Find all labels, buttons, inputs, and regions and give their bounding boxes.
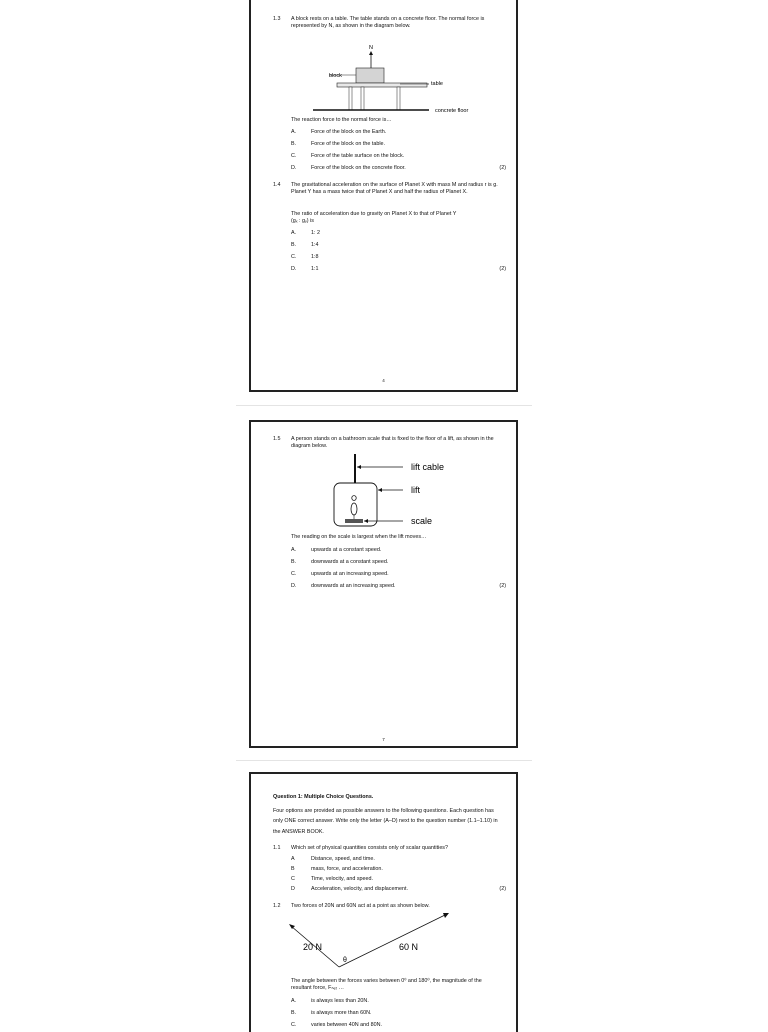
n-label: N [369,45,373,51]
option-letter: A. [291,230,297,236]
option-c [291,571,506,578]
option-letter: A. [291,129,297,135]
question-prompt: The reading on the scale is largest when the lift moves… [291,534,427,540]
table-label: table [431,81,443,87]
option-c [291,254,506,261]
option-text: mass, force, and acceleration. [311,866,383,872]
page-separator [236,405,532,406]
option-a [291,856,506,863]
question-text: Two forces of 20N and 60N act at a point as shown below. [291,903,430,909]
option-letter: B. [291,1010,297,1016]
option-letter: A. [291,547,297,553]
theta-label: θ [343,957,347,964]
option-text: Force of the table surface on the block. [311,153,405,159]
option-text: 1: 2 [311,230,320,236]
page-number: 7 [382,737,385,742]
question-number: 1.4 [273,182,281,188]
document-page-7 [249,420,518,748]
lift-diagram [251,452,520,532]
document-page-4 [249,0,518,392]
marks: (2) [499,266,506,272]
bathroom-scale [345,519,363,523]
option-d [291,165,506,172]
block-label: block [329,73,342,79]
question-1-3 [273,16,498,36]
option-text: is always more than 60N. [311,1010,372,1016]
table-top [337,83,427,87]
block [356,68,384,83]
document-page-question-1 [249,772,518,1032]
option-b [291,559,506,566]
question-text: A block rests on a table. The table stands on a concrete floor. The normal force is represented by N, as shown in the diagram below. [291,16,485,29]
forces-diagram [251,910,520,970]
option-d [291,266,506,273]
option-letter: C. [291,571,297,577]
option-b [291,866,506,873]
marks: (2) [499,165,506,171]
option-c [291,876,506,883]
page-number: 4 [382,378,385,383]
question-number: 1.1 [273,845,281,851]
force-60n-arrow [339,914,447,967]
option-letter: B. [291,242,297,248]
question-1-1 [273,845,498,853]
option-text: downwards at a constant speed. [311,559,389,565]
option-text: 1:4 [311,242,319,248]
option-b [291,242,506,249]
marks: (2) [499,886,506,892]
person-head [352,496,356,501]
option-b [291,1010,506,1017]
option-a [291,998,506,1005]
option-a [291,230,506,237]
option-b [291,141,506,148]
option-letter: D. [291,583,297,589]
option-letter: C. [291,1022,297,1028]
option-c [291,153,506,160]
question-number: 1.3 [273,16,281,22]
option-letter: B [291,866,295,872]
option-letter: D. [291,266,297,272]
option-letter: A. [291,998,297,1004]
option-text: 1:1 [311,266,319,272]
lift-cable-label: lift cable [411,462,445,472]
option-text: downwards at an increasing speed. [311,583,396,589]
option-d [291,583,506,590]
question-prompt-ratio: (gₓ : gᵧ) is [291,218,314,224]
option-letter: D [291,886,295,892]
option-d [291,886,506,893]
option-letter: C. [291,254,297,260]
option-text: Force of the block on the table. [311,141,386,147]
question-number: 1.2 [273,903,281,909]
option-text: Distance, speed, and time. [311,856,375,862]
floor-label: concrete floor [435,108,469,114]
marks: (2) [499,583,506,589]
option-letter: A [291,856,295,862]
force-60n-label: 60 N [399,942,419,952]
option-a [291,129,506,136]
option-letter: C. [291,153,297,159]
option-text: Force of the block on the Earth. [311,129,387,135]
option-text: varies between 40N and 80N. [311,1022,383,1028]
option-text: Time, velocity, and speed. [311,876,374,882]
question-prompt: The ratio of acceleration due to gravity on Planet X to that of Planet Y [291,211,457,217]
option-text: is always less than 20N. [311,998,369,1004]
instructions: Four options are provided as possible answers to the following questions. Each question has only ONE correct answer. Write only the letter (A–D) next to the question number (1.1–1.10) in the ANSWER BOOK. [273,808,498,835]
option-text: upwards at an increasing speed. [311,571,389,577]
question-1-5 [273,436,498,452]
question-1-4 [273,182,498,204]
question-text: Which set of physical quantities consists only of scalar quantities? [291,845,449,851]
option-text: Acceleration, velocity, and displacement. [311,886,408,892]
option-text: Force of the block on the concrete floor. [311,165,406,171]
option-letter: C [291,876,295,882]
option-letter: D. [291,165,297,171]
option-letter: B. [291,559,297,565]
section-heading: Question 1: Multiple Choice Questions. [273,794,374,800]
block-table-diagram [251,42,520,117]
force-20n-label: 20 N [303,942,323,952]
option-a [291,547,506,554]
option-letter: B. [291,141,297,147]
question-number: 1.5 [273,436,281,442]
question-prompt: The reaction force to the normal force is… [291,117,392,123]
option-text: 1:8 [311,254,319,260]
lift-label: lift [411,485,420,495]
page-separator [236,760,532,761]
question-text: A person stands on a bathroom scale that is fixed to the floor of a lift, as shown in the diagram below. [291,436,494,449]
question-text: The gravitational acceleration on the surface of Planet X with mass M and radius r is g. Planet Y has a mass twice that of Planet X and half the radius of Planet X. [291,182,498,195]
option-c [291,1022,506,1029]
option-text: upwards at a constant speed. [311,547,382,553]
question-prompt: The angle between the forces varies between 0⁰ and 180⁰, the magnitude of the resultant force, Fₙₑₜ … [291,978,482,991]
scale-label: scale [411,516,433,526]
person-body [351,503,357,515]
